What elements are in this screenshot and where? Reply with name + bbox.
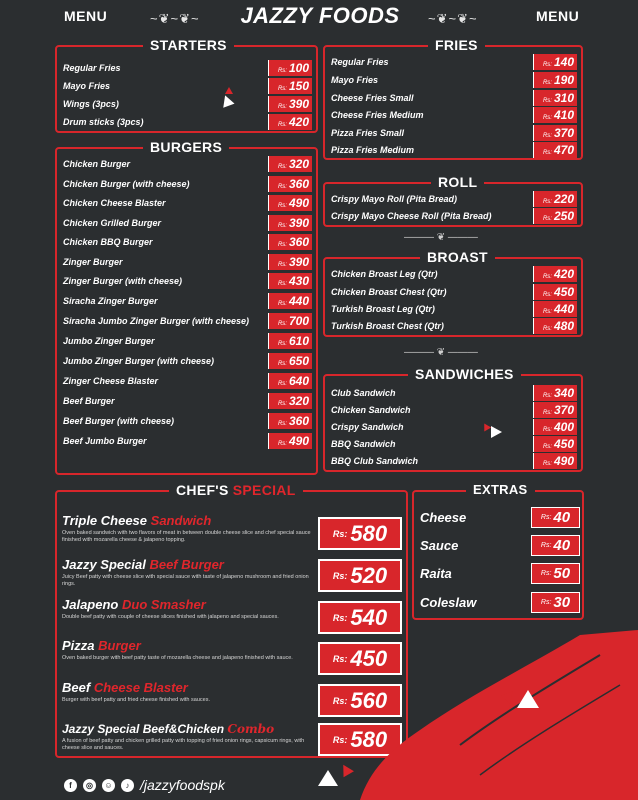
logo: JAZZY FOODS xyxy=(240,3,400,28)
chef-special-price: Rs: 560 xyxy=(318,684,402,717)
list-item: Cheese Fries Small Rs: 310 xyxy=(331,89,577,107)
list-item: Beef Burger (with cheese) Rs: 360 xyxy=(63,412,312,430)
social-handle[interactable]: /jazzyfoodspk xyxy=(140,777,225,793)
list-item: Jumbo Zinger Burger (with cheese) Rs: 650 xyxy=(63,352,312,370)
list-item: Chicken Burger (with cheese) Rs: 360 xyxy=(63,175,312,193)
menu-label-left: MENU xyxy=(64,8,108,24)
list-item: Chicken Broast Chest (Qtr) Rs: 450 xyxy=(331,283,577,301)
list-item: Zinger Burger (with cheese) Rs: 430 xyxy=(63,272,312,290)
list-item: BBQ Club Sandwich Rs: 490 xyxy=(331,452,577,470)
list-item: Chicken Broast Leg (Qtr) Rs: 420 xyxy=(331,265,577,283)
chef-special-price: Rs: 450 xyxy=(318,642,402,675)
list-item: Beef Jumbo Burger Rs: 490 xyxy=(63,432,312,450)
triangle-decoration-icon xyxy=(318,770,338,786)
chef-special-item: Jazzy Special Beef&Chicken Combo A fusion of beef patty and chicken grilled patty with topping of fried onion rings, capsicum rings, with cheese slice and sauces. xyxy=(62,722,305,751)
list-item: Chicken BBQ Burger Rs: 360 xyxy=(63,233,312,251)
list-item: Mayo Fries Rs: 150 xyxy=(63,77,312,95)
chef-special-price: Rs: 540 xyxy=(318,601,402,634)
flourish-right-icon: ~❦~❦~ xyxy=(428,11,478,26)
section-title: STARTERS xyxy=(143,37,234,53)
chef-special-item: Beef Cheese Blaster Burger with beef patty and fried cheese finished with sauces. xyxy=(62,680,210,703)
list-item: Wings (3pcs) Rs: 390 xyxy=(63,95,312,113)
roll-section xyxy=(323,174,583,227)
list-item: BBQ Sandwich Rs: 450 xyxy=(331,435,577,453)
list-item: Chicken Grilled Burger Rs: 390 xyxy=(63,214,312,232)
list-item: Mayo Fries Rs: 190 xyxy=(331,71,577,89)
chef-special-price: Rs: 520 xyxy=(318,559,402,592)
section-title: BROAST xyxy=(420,249,495,265)
list-item: Zinger Cheese Blaster Rs: 640 xyxy=(63,372,312,390)
list-item: Crispy Sandwich Rs: 400 xyxy=(331,418,577,436)
sandwiches-section xyxy=(323,366,583,472)
broast-section xyxy=(323,249,583,337)
chef-special-item: Jazzy Special Beef Burger Juicy Beef patty with cheese slice with special sauce with taste of jalapeno mushroom and fried onion rings. xyxy=(62,557,309,587)
burgers-section xyxy=(55,139,318,475)
chef-special-price: Rs: 580 xyxy=(318,517,402,550)
list-item: Crispy Mayo Roll (Pita Bread) Rs: 220 xyxy=(331,190,577,208)
list-item: Pizza Fries Medium Rs: 470 xyxy=(331,141,577,159)
section-title: SANDWICHES xyxy=(408,366,521,382)
divider-ornament-icon: ——— ❦ ——— xyxy=(404,347,478,358)
section-title: FRIES xyxy=(428,37,485,53)
chef-special-item: Triple Cheese Sandwich Oven baked sandwich with two flavors of meat in between double cheese slice and chef special sauce finished with mozarella cheese & jalapeno topping. xyxy=(62,513,311,543)
chef-special-price: Rs: 580 xyxy=(318,723,402,756)
section-title: CHEF'S SPECIAL xyxy=(169,482,303,498)
section-title: ROLL xyxy=(431,174,484,190)
chef-special-item: Jalapeno Duo Smasher Double beef patty with couple of cheese slices finished with jalapeno and special sauces. xyxy=(62,597,279,620)
list-item: Beef Burger Rs: 320 xyxy=(63,392,312,410)
flourish-left-icon: ~❦~❦~ xyxy=(150,11,200,26)
tiktok-icon[interactable]: ♪ xyxy=(121,779,134,792)
divider-ornament-icon: ——— ❦ ——— xyxy=(404,232,478,243)
list-item: Club Sandwich Rs: 340 xyxy=(331,384,577,402)
menu-label-right: MENU xyxy=(536,8,580,24)
list-item: Chicken Sandwich Rs: 370 xyxy=(331,401,577,419)
list-item: Chicken Burger Rs: 320 xyxy=(63,155,312,173)
fries-section xyxy=(323,37,583,160)
section-title: BURGERS xyxy=(143,139,229,155)
list-item: Siracha Zinger Burger Rs: 440 xyxy=(63,292,312,310)
list-item: Siracha Jumbo Zinger Burger (with cheese) Rs: 700 xyxy=(63,312,312,330)
list-item: Zinger Burger Rs: 390 xyxy=(63,253,312,271)
triangle-decoration-icon xyxy=(517,690,539,708)
facebook-icon[interactable]: f xyxy=(64,779,77,792)
starters-section xyxy=(55,37,318,133)
list-item: Cheese Fries Medium Rs: 410 xyxy=(331,106,577,124)
foodpanda-icon[interactable]: ☺ xyxy=(102,779,115,792)
list-item: Jumbo Zinger Burger Rs: 610 xyxy=(63,332,312,350)
list-item: Coleslaw Rs: 30 xyxy=(420,591,580,613)
triangle-decoration-icon xyxy=(491,426,502,438)
instagram-icon[interactable]: ◎ xyxy=(83,779,96,792)
list-item: Chicken Cheese Blaster Rs: 490 xyxy=(63,194,312,212)
list-item: Raita Rs: 50 xyxy=(420,562,580,584)
list-item: Turkish Broast Leg (Qtr) Rs: 440 xyxy=(331,300,577,318)
list-item: Sauce Rs: 40 xyxy=(420,534,580,556)
list-item: Pizza Fries Small Rs: 370 xyxy=(331,124,577,142)
list-item: Drum sticks (3pcs) Rs: 420 xyxy=(63,113,312,131)
list-item: Turkish Broast Chest (Qtr) Rs: 480 xyxy=(331,317,577,335)
list-item: Cheese Rs: 40 xyxy=(420,506,580,528)
list-item: Crispy Mayo Cheese Roll (Pita Bread) Rs: 250 xyxy=(331,207,577,225)
red-brush-decoration xyxy=(350,625,638,800)
chef-special-item: Pizza Burger Oven baked burger with beef patty taste of mozarella cheese and jalapeno finished with sauce. xyxy=(62,638,293,661)
list-item: Regular Fries Rs: 100 xyxy=(63,59,312,77)
section-title: EXTRAS xyxy=(466,482,535,497)
list-item: Regular Fries Rs: 140 xyxy=(331,53,577,71)
